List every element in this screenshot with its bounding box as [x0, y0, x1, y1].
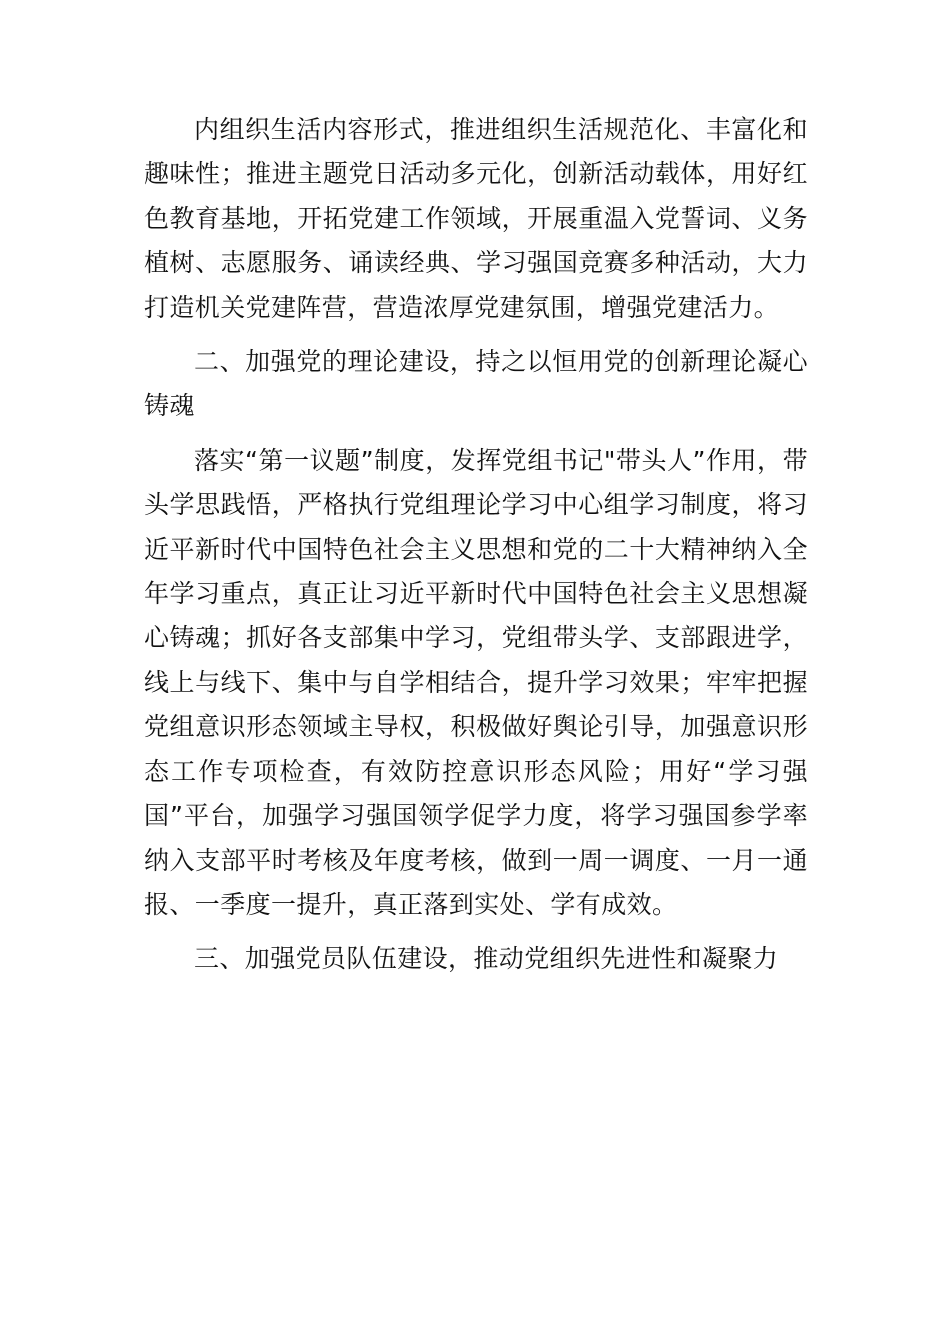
body-paragraph-theory: 落实“第一议题”制度，发挥党组书记"带头人”作用，带头学思践悟，严格执行党组理论学习中心组学习制度，将习近平新时代中国特色社会主义思想和党的二十大精神纳入全年学习重点，真正让习近平新时代中国特色社会主义思想凝心铸魂；抓好各支部集中学习，党组带头学、支部跟进学，线上与线下、集中与自学相结合，提升学习效果；牢牢把握党组意识形态领域主导权，积极做好舆论引导，加强意识形态工作专项检查，有效防控意识形态风险；用好“学习强国”平台，加强学习强国领学促学力度，将学习强国参学率纳入支部平时考核及年度考核，做到一周一调度、一月一通报、一季度一提升，真正落到实处、学有成效。	[144, 445, 808, 919]
paragraph-gap	[144, 429, 808, 439]
paragraph-gap	[144, 330, 808, 340]
paragraph-gap	[144, 927, 808, 937]
document-body	[144, 108, 808, 982]
section-heading-2: 二、加强党的理论建设，持之以恒用党的创新理论凝心铸魂	[144, 347, 808, 421]
body-paragraph-continued: 内组织生活内容形式，推进组织生活规范化、丰富化和趣味性；推进主题党日活动多元化，创新活动载体，用好红色教育基地，开拓党建工作领域，开展重温入党誓词、义务植树、志愿服务、诵读经典、学习强国竞赛多种活动，大力打造机关党建阵营，营造浓厚党建氛围，增强党建活力。	[144, 115, 808, 322]
section-heading-3: 三、加强党员队伍建设，推动党组织先进性和凝聚力	[194, 944, 779, 974]
